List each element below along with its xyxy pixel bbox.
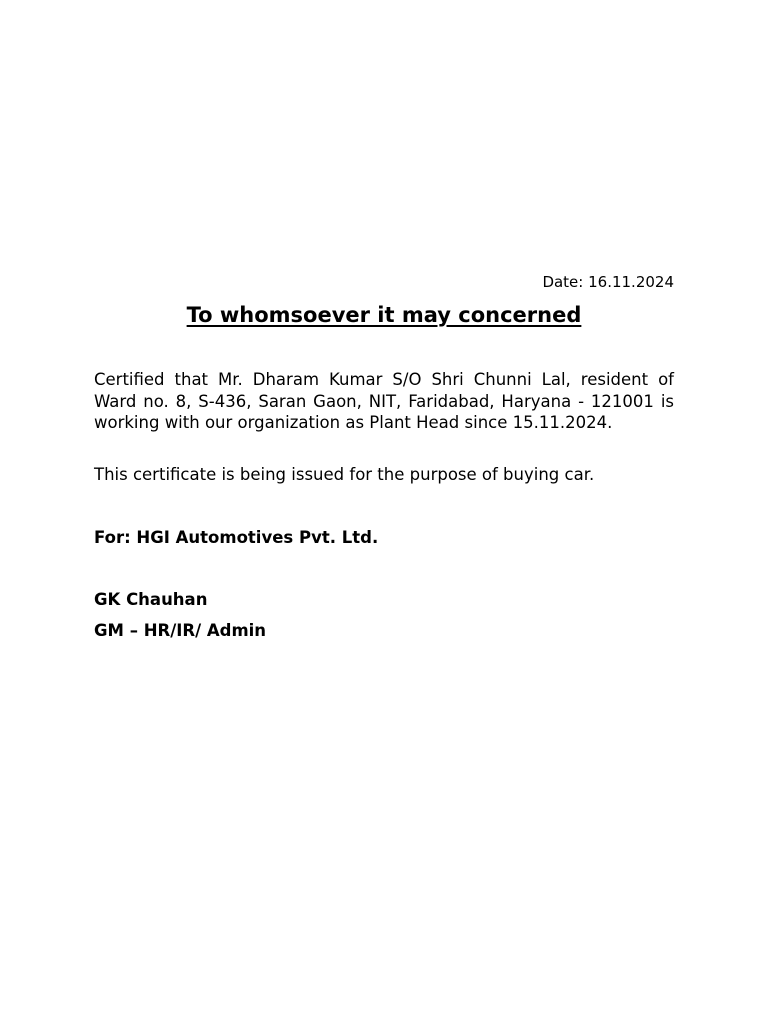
company-name: For: HGI Automotives Pvt. Ltd. (94, 528, 379, 547)
purpose-statement: This certificate is being issued for the purpose of buying car. (94, 465, 595, 484)
heading-text: To whomsoever it may concerned (186, 303, 582, 327)
signatory-designation: GM – HR/IR/ Admin (94, 621, 267, 640)
signatory-name: GK Chauhan (94, 590, 208, 609)
certificate-heading (94, 301, 674, 329)
certificate-body: Certified that Mr. Dharam Kumar S/O Shri Chunni Lal, resident of Ward no. 8, S-436, Saran Gaon, NIT, Faridabad, Haryana - 121001 is working with our organization as Plant Head since 15.11.2024. (94, 370, 674, 432)
date-line: Date: 16.11.2024 (542, 273, 674, 291)
